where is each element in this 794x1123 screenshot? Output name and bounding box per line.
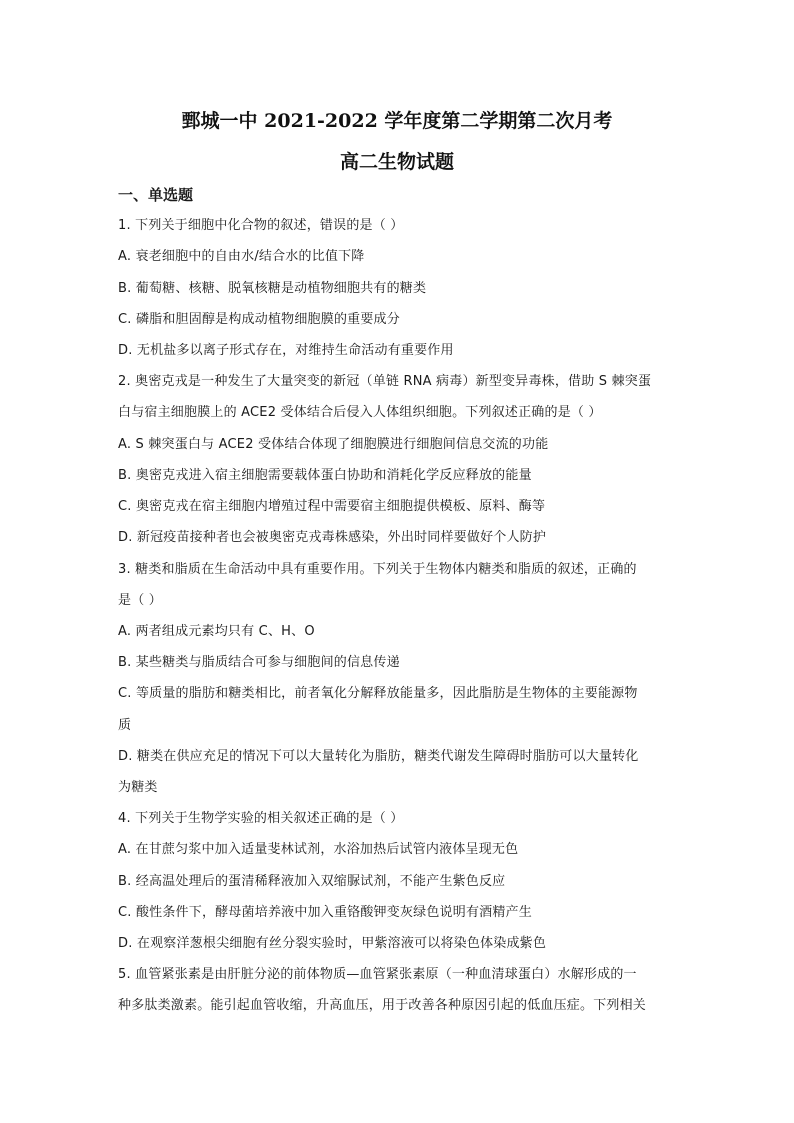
- option-line: A. 在甘蔗匀浆中加入适量斐林试剂，水浴加热后试管内液体呈现无色: [118, 842, 519, 857]
- option-line: D. 在观察洋葱根尖细胞有丝分裂实验时，甲紫溶液可以将染色体染成紫色: [118, 936, 547, 951]
- option-line: 为糖类: [118, 780, 158, 795]
- exam-subtitle: 高二生物试题: [339, 151, 454, 173]
- option-line: B. 奥密克戎进入宿主细胞需要载体蛋白协助和消耗化学反应释放的能量: [118, 468, 532, 483]
- option-line: C. 奥密克戎在宿主细胞内增殖过程中需要宿主细胞提供模板、原料、酶等: [118, 499, 546, 514]
- option-line: 质: [118, 718, 132, 733]
- exam-title: 鄄城一中 2021-2022 学年度第二学期第二次月考: [181, 110, 613, 132]
- question-line: 1. 下列关于细胞中化合物的叙述，错误的是（ ）: [118, 218, 404, 233]
- section-heading: 一、单选题: [118, 186, 194, 204]
- option-line: B. 某些糖类与脂质结合可参与细胞间的信息传递: [118, 655, 400, 670]
- option-line: C. 等质量的脂肪和糖类相比，前者氧化分解释放能量多，因此脂肪是生物体的主要能源物: [118, 686, 638, 701]
- question-line: 种多肽类激素。能引起血管收缩，升高血压，用于改善各种原因引起的低血压症。下列相关: [118, 998, 647, 1013]
- question-line: 2. 奥密克戎是一种发生了大量突变的新冠（单链 RNA 病毒）新型变异毒株，借助 S 棘突蛋: [118, 374, 652, 389]
- question-line: 3. 糖类和脂质在生命活动中具有重要作用。下列关于生物体内糖类和脂质的叙述，正确的: [118, 562, 637, 577]
- question-line: 5. 血管紧张素是由肝脏分泌的前体物质—血管紧张素原（一种血清球蛋白）水解形成的一: [118, 967, 637, 982]
- option-line: A. 衰老细胞中的自由水/结合水的比值下降: [118, 249, 365, 264]
- option-line: D. 新冠疫苗接种者也会被奥密克戎毒株感染，外出时同样要做好个人防护: [118, 530, 547, 545]
- option-line: B. 经高温处理后的蛋清稀释液加入双缩脲试剂，不能产生紫色反应: [118, 874, 506, 889]
- option-line: C. 酸性条件下，酵母菌培养液中加入重铬酸钾变灰绿色说明有酒精产生: [118, 905, 532, 920]
- option-line: A. S 棘突蛋白与 ACE2 受体结合体现了细胞膜进行细胞间信息交流的功能: [118, 437, 549, 452]
- option-line: A. 两者组成元素均只有 C、H、O: [118, 624, 315, 639]
- option-line: C. 磷脂和胆固醇是构成动植物细胞膜的重要成分: [118, 312, 400, 327]
- question-line: 是（ ）: [118, 593, 162, 608]
- question-line: 白与宿主细胞膜上的 ACE2 受体结合后侵入人体组织细胞。下列叙述正确的是（ ）: [118, 405, 602, 420]
- option-line: D. 无机盐多以离子形式存在，对维持生命活动有重要作用: [118, 343, 454, 358]
- option-line: D. 糖类在供应充足的情况下可以大量转化为脂肪，糖类代谢发生障碍时脂肪可以大量转化: [118, 749, 639, 764]
- question-line: 4. 下列关于生物学实验的相关叙述正确的是（ ）: [118, 811, 404, 826]
- option-line: B. 葡萄糖、核糖、脱氧核糖是动植物细胞共有的糖类: [118, 281, 427, 296]
